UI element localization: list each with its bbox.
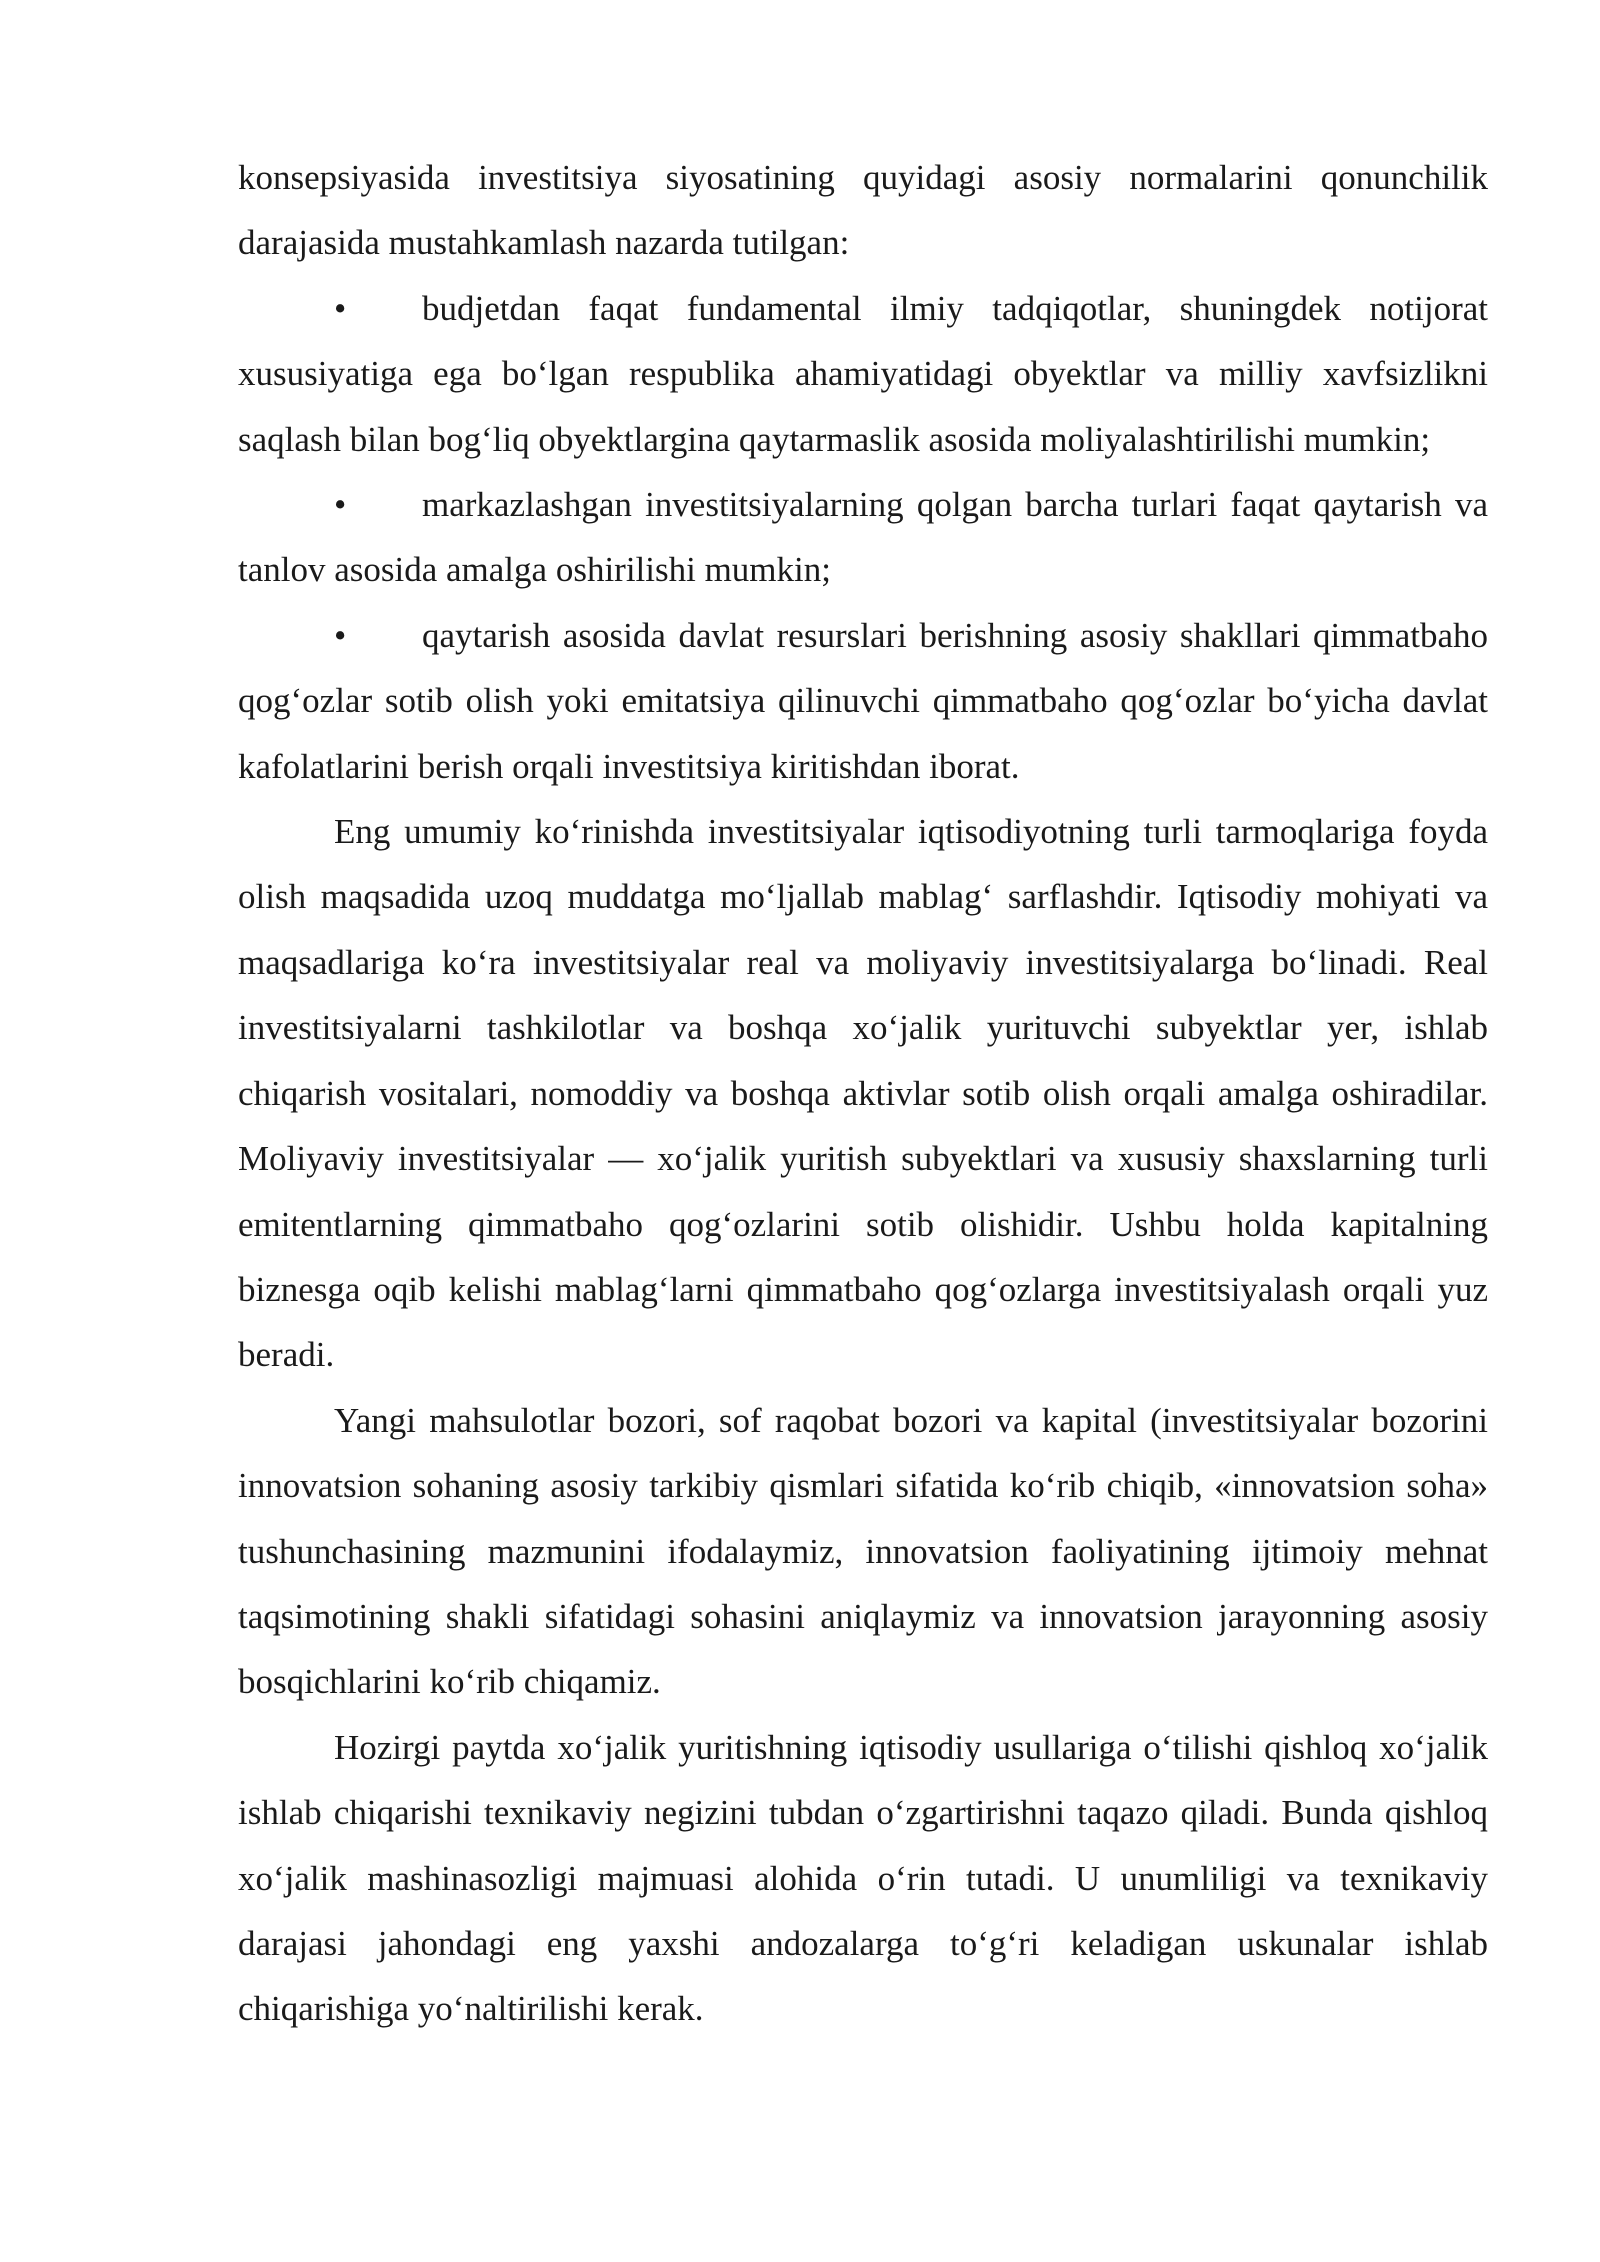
bullet-item-3 — [238, 603, 1488, 799]
bullet-icon: • — [334, 288, 347, 328]
bullet-text-2: markazlashgan investitsiyalarning qolgan barcha turlari faqat qaytarish va tanlov asosida amalga oshirilishi mumkin; — [238, 485, 1488, 590]
paragraph-investments-definition: Eng umumiy ko‘rinishda investitsiyalar iqtisodiyotning turli tarmoqlariga foyda olish maqsadida uzoq muddatga mo‘ljallab mablag‘ sarflashdir. Iqtisodiy mohiyati va maqsadlariga ko‘ra investitsiyalar real va moliyaviy investitsiyalarga bo‘linadi. Real investitsiyalarni tashkilotlar va boshqa xo‘jalik yurituvchi subyektlar yer, ishlab chiqarish vositalari, nomoddiy va boshqa aktivlar sotib olish orqali amalga oshiradilar. Moliyaviy investitsiyalar — xo‘jalik yuritish subyektlari va xususiy shaxslarning turli emitentlarning qimmatbaho qog‘ozlarini sotib olishidir. Ushbu holda kapitalning biznesga oqib kelishi mablag‘larni qimmatbaho qog‘ozlarga investitsiyalash orqali yuz beradi. — [238, 812, 1488, 1375]
document-body — [238, 145, 1488, 2042]
paragraph-agricultural-machinery: Hozirgi paytda xo‘jalik yuritishning iqtisodiy usullariga o‘tilishi qishloq xo‘jalik ishlab chiqarishi texnikaviy negizini tubdan o‘zgartirishni taqazo qiladi. Bunda qishloq xo‘jalik mashinasozligi majmuasi alohida o‘rin tutadi. U unumliligi va texnikaviy darajasi jahondagi eng yaxshi andozalarga to‘g‘ri keladigan uskunalar ishlab chiqarishiga yo‘naltirilishi kerak. — [238, 1727, 1488, 2029]
bullet-text-1: budjetdan faqat fundamental ilmiy tadqiqotlar, shuningdek notijorat xususiyatiga ega bo‘lgan respublika ahamiyatidagi obyektlar va milliy xavfsizlikni saqlash bilan bog‘liq obyektlargina qaytarmaslik asosida moliyalashtirilishi mumkin; — [238, 288, 1488, 459]
bullet-text-3: qaytarish asosida davlat resurslari berishning asosiy shakllari qimmatbaho qog‘ozlar sotib olish yoki emitatsiya qilinuvchi qimmatbaho qog‘ozlar bo‘yicha davlat kafolatlarini berish orqali investitsiya kiritishdan iborat. — [238, 615, 1488, 786]
bullet-item-1 — [238, 276, 1488, 472]
bullet-icon: • — [334, 485, 347, 525]
intro-paragraph: konsepsiyasida investitsiya siyosatining quyidagi asosiy normalarini qonunchilik darajasida mustahkamlash nazarda tutilgan: — [238, 158, 1488, 263]
bullet-icon: • — [334, 615, 347, 655]
paragraph-innovation-sphere: Yangi mahsulotlar bozori, sof raqobat bozori va kapital (investitsiyalar bozorini innovatsion sohaning asosiy tarkibiy qismlari sifatida ko‘rib chiqib, «innovatsion soha» tushunchasining mazmunini ifodalaymiz, innovatsion faoliyatining ijtimoiy mehnat taqsimotining shakli sifatidagi sohasini aniqlaymiz va innovatsion jarayonning asosiy bosqichlarini ko‘rib chiqamiz. — [238, 1400, 1488, 1702]
bullet-item-2 — [238, 472, 1488, 603]
